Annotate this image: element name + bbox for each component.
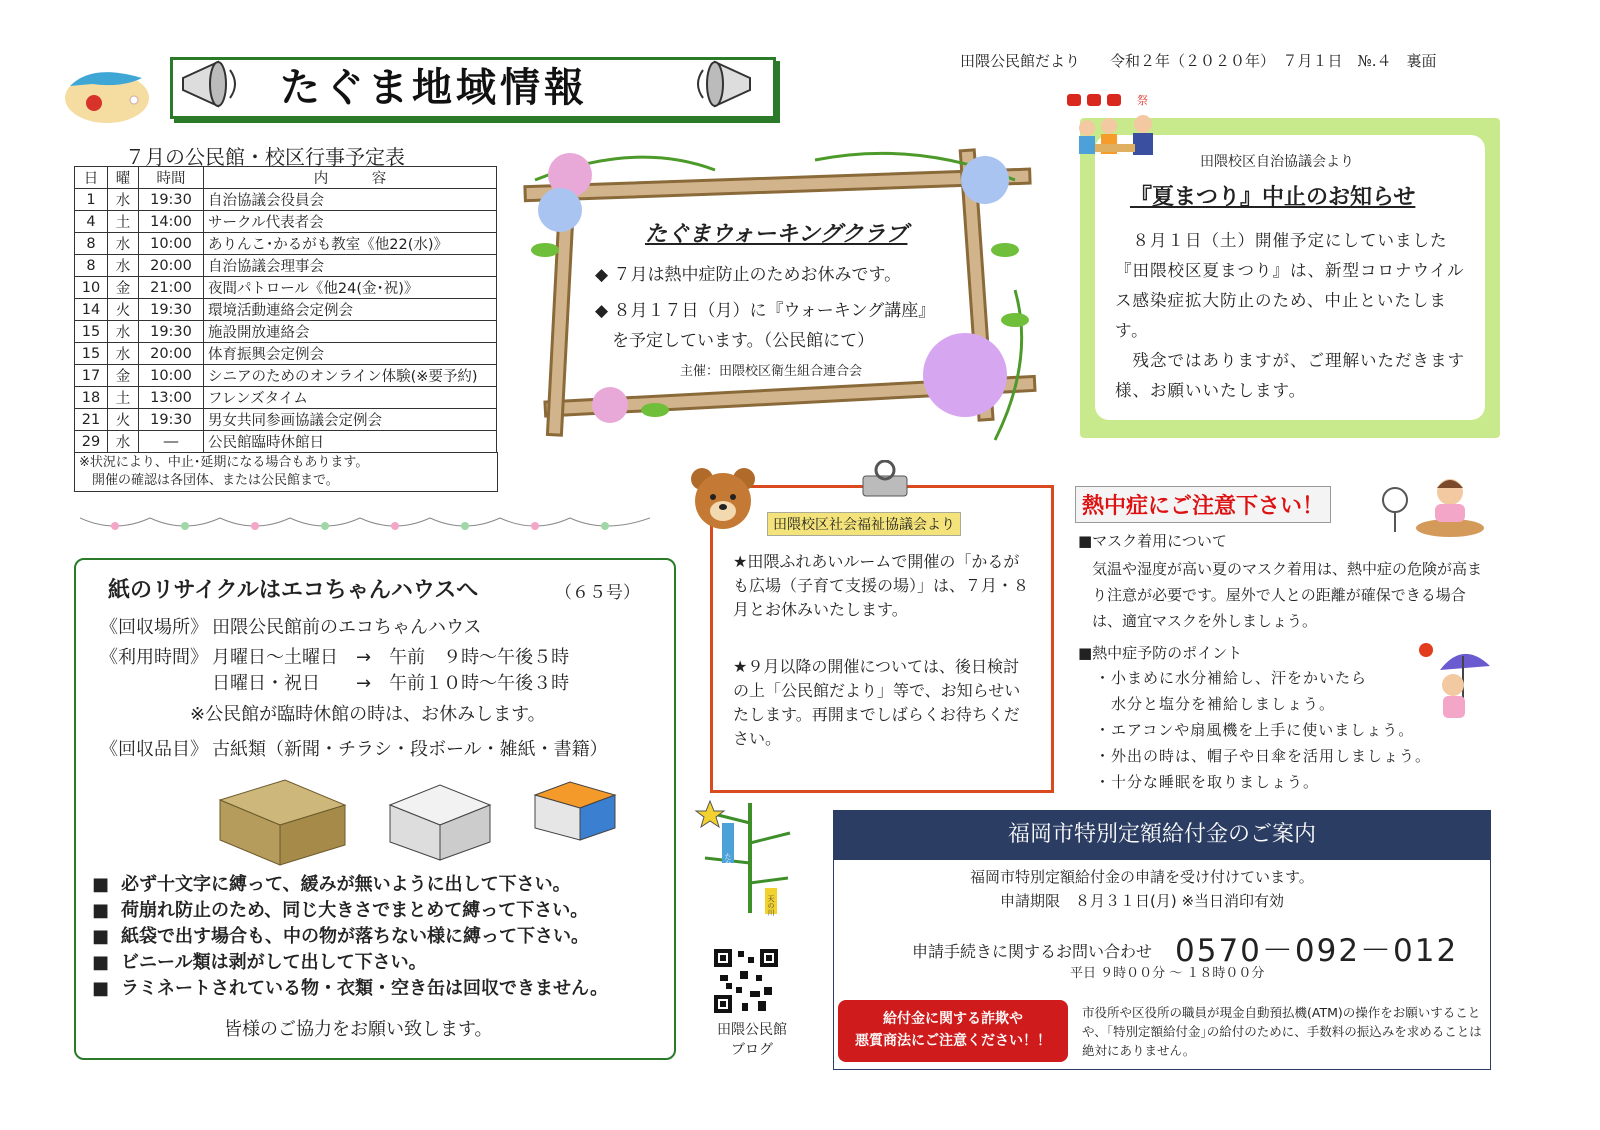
schedule-row: [75, 365, 497, 387]
cell-weekday: 水: [108, 233, 139, 255]
cell-time: 19:30: [139, 321, 204, 343]
cell-day: 14: [75, 299, 108, 321]
cell-content: 自治協議会理事会: [204, 255, 497, 277]
schedule-row: [75, 277, 497, 299]
location-value: 田隈公民館前のエコちゃんハウス: [212, 617, 482, 638]
prevention-points: [1095, 665, 1431, 795]
items-label: 《回収品目》: [100, 739, 208, 760]
prevention-point: ・小まめに水分補給し、汗をかいたら: [1095, 669, 1368, 687]
cell-weekday: 土: [108, 387, 139, 409]
benefit-deadline: 申請期限 ８月３１日(月) ※当日消印有効: [1000, 892, 1285, 910]
col-header-weekday: 曜: [108, 167, 139, 189]
cell-weekday: 火: [108, 299, 139, 321]
prevention-point: ・外出の時は、帽子や日傘を活用しましょう。: [1095, 747, 1432, 765]
schedule-row: [75, 233, 497, 255]
schedule-table: [74, 166, 497, 453]
decorative-garland: [80, 512, 650, 538]
megaphone-right-icon: [690, 56, 755, 112]
cell-time: 10:00: [139, 365, 204, 387]
megaphone-left-icon: [178, 56, 243, 112]
cell-time: ―: [139, 431, 204, 453]
schedule-body: [75, 189, 497, 453]
cell-content: ありんこ･かるがも教室《他22(水)》: [204, 233, 497, 255]
cell-content: フレンズタイム: [204, 387, 497, 409]
paper-stacks-illustration: [215, 770, 635, 870]
schedule-title: ７月の公民館・校区行事予定表: [125, 145, 405, 169]
cell-content: シニアのためのオンライン体験(※要予約): [204, 365, 497, 387]
col-header-day: 日: [75, 167, 108, 189]
schedule-row: [75, 387, 497, 409]
cell-content: 男女共同参画協議会定例会: [204, 409, 497, 431]
cell-time: 10:00: [139, 233, 204, 255]
schedule-row: [75, 321, 497, 343]
festival-body: ８月１日（土）開催予定にしていました『田隈校区夏まつり』は、新型コロナウイルス感染症拡大防止のため、中止といたします。 残念ではありますが、ご理解いただきます様、お願いいたします。: [1115, 231, 1465, 400]
binder-clip-icon: [855, 460, 915, 500]
benefit-title: 福岡市特別定額給付金のご案内: [833, 810, 1491, 860]
walking-club-title: たぐまウォーキングクラブ: [645, 222, 908, 247]
cell-weekday: 水: [108, 431, 139, 453]
cell-weekday: 土: [108, 211, 139, 233]
benefit-line-1: 福岡市特別定額給付金の申請を受け付けています。: [970, 868, 1314, 886]
cell-day: 8: [75, 255, 108, 277]
cell-content: 体育振興会定例会: [204, 343, 497, 365]
cell-day: 21: [75, 409, 108, 431]
location-label: 《回収場所》: [100, 617, 208, 638]
walking-organizer: 主催：田隈校区衛生組合連合会: [680, 364, 863, 379]
cell-day: 29: [75, 431, 108, 453]
schedule-row: [75, 211, 497, 233]
tanabata-bamboo-illustration: [690, 793, 800, 918]
schedule-row: [75, 431, 497, 453]
closed-note: ※公民館が臨時休館の時は、お休みします。: [190, 704, 546, 725]
recycle-title: 紙のリサイクルはエコちゃんハウスへ: [108, 578, 479, 603]
schedule-row: [75, 409, 497, 431]
cell-weekday: 火: [108, 409, 139, 431]
festival-source: 田隈校区自治協議会より: [1200, 154, 1354, 170]
welfare-source-tag: 田隈校区社会福祉協議会より: [767, 512, 961, 536]
items-value: 古紙類（新聞・チラシ・段ボール・雑紙・書籍）: [212, 739, 608, 760]
benefit-hours: 平日 ９時００分 ～ １８時００分: [1070, 966, 1265, 981]
cell-content: 夜間パトロール《他24(金･祝)》: [204, 277, 497, 299]
cell-day: 17: [75, 365, 108, 387]
cell-time: 14:00: [139, 211, 204, 233]
cell-content: 公民館臨時休館日: [204, 431, 497, 453]
fraud-warning-badge: 給付金に関する詐欺や 悪質商法にご注意ください！！: [838, 1000, 1068, 1062]
festival-title: 『夏まつり』中止のお知らせ: [1130, 185, 1416, 210]
schedule-row: [75, 255, 497, 277]
parasol-person-illustration: [1418, 640, 1493, 720]
walking-bullet-1: ◆ ７月は熱中症防止のためお休みです。: [595, 265, 902, 285]
prevention-heading: ■熱中症予防のポイント: [1078, 644, 1243, 662]
prevention-point: 水分と塩分を補給しましょう。: [1095, 695, 1336, 713]
cell-time: 21:00: [139, 277, 204, 299]
rule-item: ■ 紙袋で出す場合も、中の物が落ちない様に縛って下さい。: [92, 924, 608, 950]
cell-weekday: 金: [108, 277, 139, 299]
bamboo-flower-frame: [515, 140, 1045, 445]
rule-item: ■ 荷崩れ防止のため、同じ大きさでまとめて縛って下さい。: [92, 898, 608, 924]
rule-item: ■ 必ず十文字に縛って、緩みが無いように出して下さい。: [92, 872, 608, 898]
col-header-time: 時間: [139, 167, 204, 189]
cell-day: 15: [75, 343, 108, 365]
page-title: たぐま地域情報: [280, 65, 588, 111]
cell-day: 18: [75, 387, 108, 409]
hours-label: 《利用時間》: [100, 647, 208, 668]
hours-holiday: 日曜日・祝日 → 午前１０時～午後３時: [212, 673, 570, 694]
cell-time: 13:00: [139, 387, 204, 409]
prevention-point: ・エアコンや扇風機を上手に使いましょう。: [1095, 721, 1415, 739]
cell-day: 4: [75, 211, 108, 233]
cell-time: 19:30: [139, 409, 204, 431]
cell-time: 20:00: [139, 343, 204, 365]
cell-weekday: 水: [108, 255, 139, 277]
benefit-phone[interactable]: 0570－092－012: [1175, 933, 1459, 969]
festival-people-illustration: [1065, 92, 1175, 162]
rule-item: ■ ラミネートされている物・衣類・空き缶は回収できません。: [92, 976, 608, 1002]
heat-stroke-title: 熱中症にご注意下さい！: [1075, 486, 1331, 523]
schedule-row: [75, 189, 497, 211]
qr-code[interactable]: [712, 947, 780, 1015]
schedule-header-row: [75, 167, 497, 189]
mask-heading: ■マスク着用について: [1078, 532, 1227, 550]
welfare-bullet-1: ★田隈ふれあいルームで開催の「かるがも広場（子育て支援の場）」は、７月・８月とお休みいたします。: [733, 552, 1030, 619]
cell-weekday: 金: [108, 365, 139, 387]
cell-weekday: 水: [108, 343, 139, 365]
cell-weekday: 水: [108, 189, 139, 211]
beach-crab-illustration: [62, 58, 152, 124]
walking-bullet-2: ◆ ８月１７日（月）に『ウォーキング講座』 を予定しています。（公民館にて）: [595, 301, 936, 351]
schedule-row: [75, 343, 497, 365]
cell-time: 19:30: [139, 189, 204, 211]
rule-item: ■ ビニール類は剥がして出して下さい。: [92, 950, 608, 976]
prevention-point: ・十分な睡眠を取りましょう。: [1095, 773, 1320, 791]
fan-person-illustration: [1380, 470, 1485, 540]
cell-time: 19:30: [139, 299, 204, 321]
recycle-thanks: 皆様のご協力をお願い致します。: [224, 1019, 493, 1040]
tanzaku-strip-2: 天の川: [767, 895, 775, 916]
cell-day: 15: [75, 321, 108, 343]
lantern-label: 祭: [1137, 94, 1148, 107]
benefit-contact-label: 申請手続きに関するお問い合わせ: [912, 942, 1153, 961]
books-bundle: [535, 782, 615, 840]
cell-content: 環境活動連絡会定例会: [204, 299, 497, 321]
cell-day: 10: [75, 277, 108, 299]
recycle-rules-list: [92, 872, 608, 1002]
cell-content: サークル代表者会: [204, 211, 497, 233]
recycle-issue-number: （６５号）: [555, 583, 640, 603]
mask-text: 気温や湿度が高い夏のマスク着用は、熱中症の危険が高まり注意が必要です。屋外で人との距離が確保できる場合は、適宜マスクを外しましょう。: [1092, 560, 1483, 630]
bear-icon: [688, 465, 758, 531]
cardboard-bundle: [220, 780, 345, 865]
fraud-warning-text: 市役所や区役所の職員が現金自動預払機(ATM)の操作をお願いすることや、｢特別定額給付金｣の給付のために、手数料の振込みを求めることは絶対にありません。: [1082, 1005, 1482, 1058]
col-header-content: 内 容: [204, 167, 497, 189]
cell-content: 施設開放連絡会: [204, 321, 497, 343]
cell-weekday: 水: [108, 321, 139, 343]
newspaper-bundle: [390, 785, 490, 860]
cell-time: 20:00: [139, 255, 204, 277]
tanzaku-strip-1: たなばた: [724, 853, 732, 881]
schedule-note: ※状況により、中止･延期になる場合もあります。 開催の確認は各団体、または公民館まで。: [74, 452, 498, 492]
cell-content: 自治協議会役員会: [204, 189, 497, 211]
cell-day: 1: [75, 189, 108, 211]
cell-day: 8: [75, 233, 108, 255]
welfare-bullet-2: ★９月以降の開催については、後日検討の上「公民館だより」等で、お知らせいたします。再開までしばらくお待ちください。: [733, 657, 1021, 748]
hours-weekday: 月曜日～土曜日 → 午前 ９時～午後５時: [212, 647, 570, 668]
schedule-row: [75, 299, 497, 321]
qr-label: 田隈公民館 ブログ: [717, 1022, 787, 1058]
issue-info: 田隈公民館だより 令和２年（２０２０年） ７月１日 №.４ 裏面: [960, 52, 1437, 70]
